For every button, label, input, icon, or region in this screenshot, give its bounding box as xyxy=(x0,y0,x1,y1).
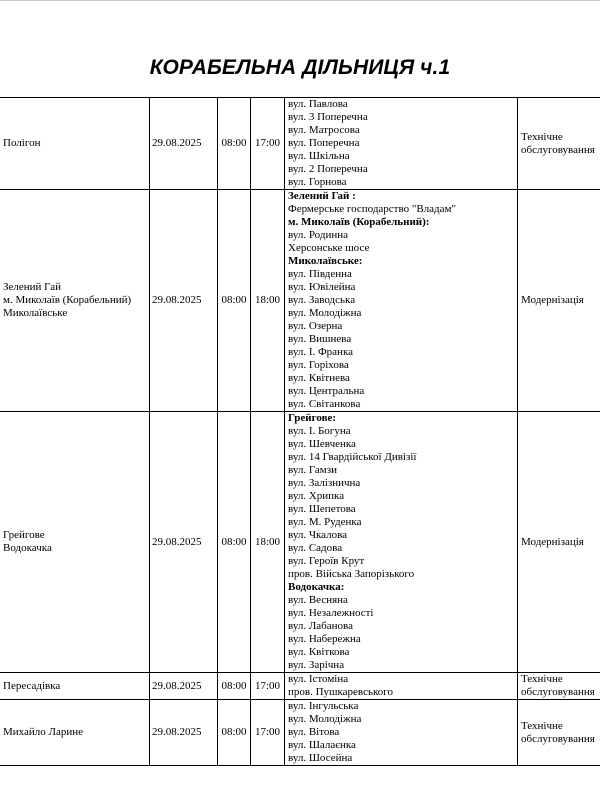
area-name: Пересадівка xyxy=(3,679,61,692)
settlement-heading: Грейгове: xyxy=(288,412,337,424)
end-time-cell: 17:00 xyxy=(251,98,285,190)
street-item: вул. Світанкова xyxy=(288,398,361,410)
streets-cell xyxy=(285,673,518,700)
street-item: вул. Матросова xyxy=(288,124,360,136)
reason-cell xyxy=(518,673,600,700)
street-item: вул. Ювілейна xyxy=(288,281,356,293)
street-item: вул. Лабанова xyxy=(288,620,353,632)
street-item: вул. Весняна xyxy=(288,594,348,606)
street-item: вул. Шосейна xyxy=(288,752,353,764)
reason-text: Модернізація xyxy=(521,294,584,306)
table-row xyxy=(0,190,600,412)
street-item: вул. Інгульська xyxy=(288,700,359,712)
reason-text: Технічне xyxy=(521,673,563,685)
end-time-cell: 17:00 xyxy=(251,673,285,700)
date-cell: 29.08.2025 xyxy=(150,412,218,673)
street-item: вул. Садова xyxy=(288,542,343,554)
table-row xyxy=(0,673,600,700)
reason-text: обслуговування xyxy=(521,732,595,745)
end-time-cell: 18:00 xyxy=(251,412,285,673)
area-name: Полігон xyxy=(3,137,41,149)
street-item: вул. Хрипка xyxy=(288,490,345,502)
streets-cell xyxy=(285,412,518,673)
street-item: вул. М. Руденка xyxy=(288,516,362,528)
table-row xyxy=(0,412,600,673)
reason-cell xyxy=(518,190,600,412)
reason-cell xyxy=(518,98,600,190)
street-item: вул. Незалежності xyxy=(288,607,374,619)
street-item: вул. Павлова xyxy=(288,98,348,110)
settlement-heading: м. Миколаїв (Корабельний): xyxy=(288,216,430,228)
area-cell xyxy=(0,190,150,412)
area-cell xyxy=(0,412,150,673)
area-name: Зелений Гай xyxy=(3,281,62,293)
street-item: вул. Вишнева xyxy=(288,333,352,345)
start-time-cell: 08:00 xyxy=(218,673,251,700)
top-rule xyxy=(0,0,600,1)
street-item: вул. Поперечна xyxy=(288,137,360,149)
area-cell xyxy=(0,98,150,190)
street-item: пров. Пушкаревського xyxy=(288,686,393,698)
start-time-cell: 08:00 xyxy=(218,98,251,190)
street-item: вул. Істоміна xyxy=(288,673,349,685)
street-item: Херсонське шосе xyxy=(288,242,370,254)
streets-cell xyxy=(285,190,518,412)
table-row xyxy=(0,98,600,190)
area-name: Миколаївське xyxy=(3,307,68,319)
settlement-heading: Зелений Гай : xyxy=(288,190,356,202)
street-item: вул. Гамзи xyxy=(288,464,337,476)
street-item: вул. І. Франка xyxy=(288,346,354,358)
street-item: вул. Родинна xyxy=(288,229,348,241)
settlement-heading: Водокачка: xyxy=(288,581,345,593)
schedule-table xyxy=(0,97,600,766)
date-cell: 29.08.2025 xyxy=(150,700,218,766)
street-item: вул. Молодіжна xyxy=(288,307,362,319)
street-item: вул. Залізнична xyxy=(288,477,361,489)
street-item: вул. Зарічна xyxy=(288,659,345,671)
date-cell: 29.08.2025 xyxy=(150,98,218,190)
settlement-heading: Миколаївське: xyxy=(288,255,363,267)
area-name: Водокачка xyxy=(3,542,52,554)
area-cell xyxy=(0,700,150,766)
street-item: вул. Озерна xyxy=(288,320,343,332)
start-time-cell: 08:00 xyxy=(218,700,251,766)
reason-text: обслуговування xyxy=(521,686,595,698)
area-name: м. Миколаїв (Корабельний) xyxy=(3,294,132,306)
street-item: вул. Шкільна xyxy=(288,150,350,162)
street-item: вул. Шепетова xyxy=(288,503,356,515)
street-item: вул. 14 Гвардійської Дивізії xyxy=(288,451,417,463)
reason-text: Технічне xyxy=(521,130,563,143)
street-item: вул. Південна xyxy=(288,268,352,280)
end-time-cell: 18:00 xyxy=(251,190,285,412)
date-cell: 29.08.2025 xyxy=(150,673,218,700)
street-item: вул. Набережна xyxy=(288,633,361,645)
street-item: Фермерське господарство "Владам" xyxy=(288,203,456,215)
start-time-cell: 08:00 xyxy=(218,412,251,673)
street-item: вул. Центральна xyxy=(288,385,365,397)
area-cell xyxy=(0,673,150,700)
page-title: КОРАБЕЛЬНА ДІЛЬНИЦЯ ч.1 xyxy=(149,56,451,79)
street-item: вул. 2 Поперечна xyxy=(288,163,368,175)
street-item: вул. Горнова xyxy=(288,176,347,188)
street-item: вул. Квіткова xyxy=(288,646,350,658)
street-item: пров. Війська Запорізького xyxy=(288,568,415,580)
start-time-cell: 08:00 xyxy=(218,190,251,412)
street-item: вул. Горіхова xyxy=(288,359,349,371)
reason-text: Технічне xyxy=(521,719,563,732)
street-item: вул. Заводська xyxy=(288,294,356,306)
reason-cell xyxy=(518,412,600,673)
reason-text: обслуговування xyxy=(521,143,595,156)
streets-cell xyxy=(285,98,518,190)
area-name: Грейгове xyxy=(3,529,45,541)
street-item: вул. Молодіжна xyxy=(288,713,362,725)
street-item: вул. І. Богуна xyxy=(288,425,351,437)
street-item: вул. Квітнева xyxy=(288,372,350,384)
street-item: вул. Вітова xyxy=(288,726,340,738)
area-name: Михайло Ларине xyxy=(3,726,84,738)
reason-cell xyxy=(518,700,600,766)
streets-cell xyxy=(285,700,518,766)
reason-text: Модернізація xyxy=(521,535,584,548)
end-time-cell: 17:00 xyxy=(251,700,285,766)
street-item: вул. Шевченка xyxy=(288,438,356,450)
table-row xyxy=(0,700,600,766)
date-cell: 29.08.2025 xyxy=(150,190,218,412)
street-item: вул. 3 Поперечна xyxy=(288,111,368,123)
street-item: вул. Чкалова xyxy=(288,529,348,541)
street-item: вул. Героїв Крут xyxy=(288,555,365,567)
street-item: вул. Шалаєнка xyxy=(288,739,356,751)
